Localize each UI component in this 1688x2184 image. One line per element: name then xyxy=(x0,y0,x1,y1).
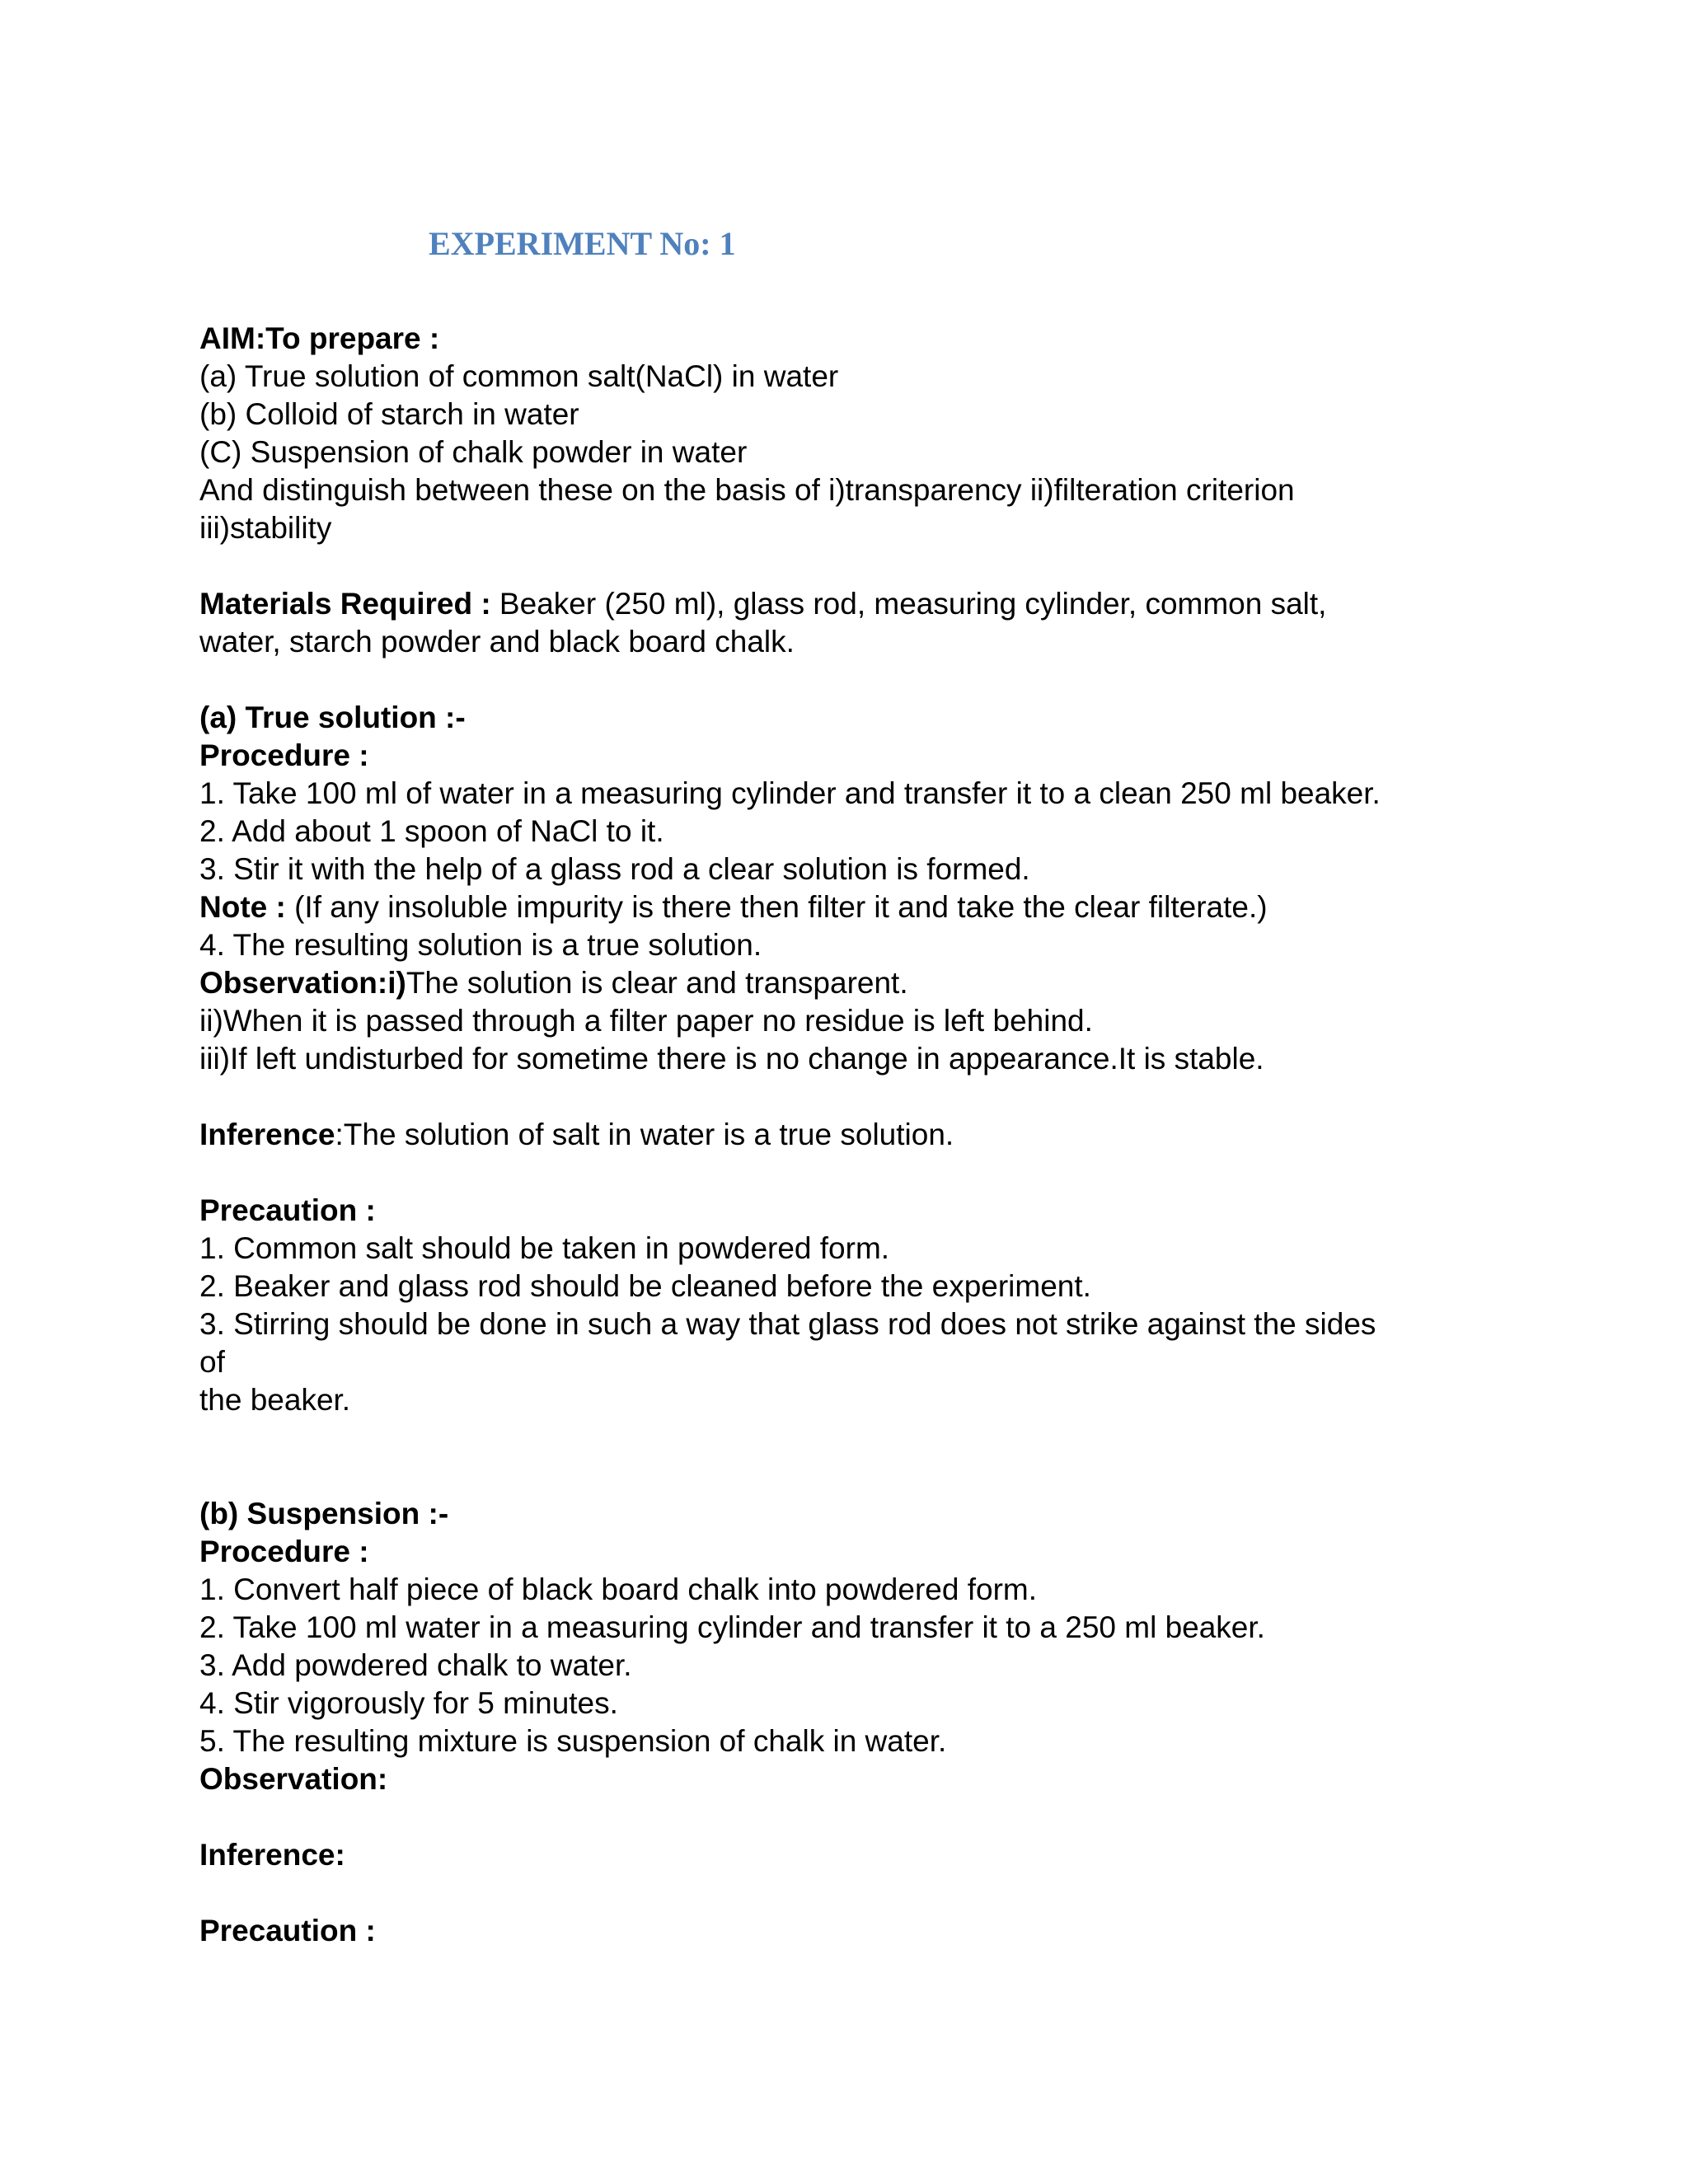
procedure-step: 1. Take 100 ml of water in a measuring cylinder and transfer it to a clean 250 ml beaker. xyxy=(199,776,1381,810)
aim-item: (a) True solution of common salt(NaCl) in water xyxy=(199,359,839,393)
procedure-step: 1. Convert half piece of black board chalk into powdered form. xyxy=(199,1572,1038,1606)
precaution-item: 1. Common salt should be taken in powdered form. xyxy=(199,1231,890,1265)
procedure-step: 5. The resulting mixture is suspension of chalk in water. xyxy=(199,1724,947,1758)
document-body xyxy=(199,320,1510,1950)
precaution-label: Precaution : xyxy=(199,1914,376,1947)
procedure-step: 3. Add powdered chalk to water. xyxy=(199,1648,632,1682)
inference-line: Inference:The solution of salt in water is a true solution. xyxy=(199,1118,954,1151)
inference-label: Inference: xyxy=(199,1838,345,1872)
page-title: EXPERIMENT No: 1 xyxy=(429,225,736,262)
materials-label: Materials Required : xyxy=(199,587,491,621)
section-heading-true-solution: (a) True solution :- xyxy=(199,701,466,734)
note-label: Note : xyxy=(199,890,286,924)
precaution-item-cont: the beaker. xyxy=(199,1383,351,1417)
precaution-item-cont: of xyxy=(199,1345,225,1379)
procedure-label: Procedure : xyxy=(199,1535,369,1568)
aim-item: (b) Colloid of starch in water xyxy=(199,397,579,431)
precaution-label: Precaution : xyxy=(199,1193,376,1227)
precaution-item: 2. Beaker and glass rod should be cleaned before the experiment. xyxy=(199,1269,1091,1303)
inference-label: Inference xyxy=(199,1118,335,1151)
aim-label: AIM:To prepare : xyxy=(199,321,440,355)
note-line: Note : (If any insoluble impurity is there then filter it and take the clear filterate.) xyxy=(199,890,1268,924)
observation-item: ii)When it is passed through a filter paper no residue is left behind. xyxy=(199,1004,1093,1038)
procedure-step: 2. Take 100 ml water in a measuring cylinder and transfer it to a 250 ml beaker. xyxy=(199,1610,1265,1644)
aim-item: (C) Suspension of chalk powder in water xyxy=(199,435,748,469)
section-heading-suspension: (b) Suspension :- xyxy=(199,1497,449,1530)
materials-line-cont: water, starch powder and black board chalk. xyxy=(199,625,795,658)
aim-distinguish: And distinguish between these on the basis of i)transparency ii)filteration criterion xyxy=(199,473,1295,507)
aim-distinguish-cont: iii)stability xyxy=(199,511,332,545)
observation-item: iii)If left undisturbed for sometime there is no change in appearance.It is stable. xyxy=(199,1042,1264,1076)
procedure-step: 3. Stir it with the help of a glass rod a clear solution is formed. xyxy=(199,852,1030,886)
observation-line: Observation:i)The solution is clear and transparent. xyxy=(199,966,908,1000)
procedure-step: 2. Add about 1 spoon of NaCl to it. xyxy=(199,814,664,848)
procedure-label: Procedure : xyxy=(199,738,369,772)
procedure-step: 4. Stir vigorously for 5 minutes. xyxy=(199,1686,618,1720)
materials-line: Materials Required : Beaker (250 ml), glass rod, measuring cylinder, common salt, xyxy=(199,587,1327,621)
observation-label: Observation: xyxy=(199,1762,388,1796)
precaution-item: 3. Stirring should be done in such a way that glass rod does not strike against the sides xyxy=(199,1307,1376,1341)
observation-label: Observation:i) xyxy=(199,966,406,1000)
procedure-step: 4. The resulting solution is a true solution. xyxy=(199,928,762,962)
